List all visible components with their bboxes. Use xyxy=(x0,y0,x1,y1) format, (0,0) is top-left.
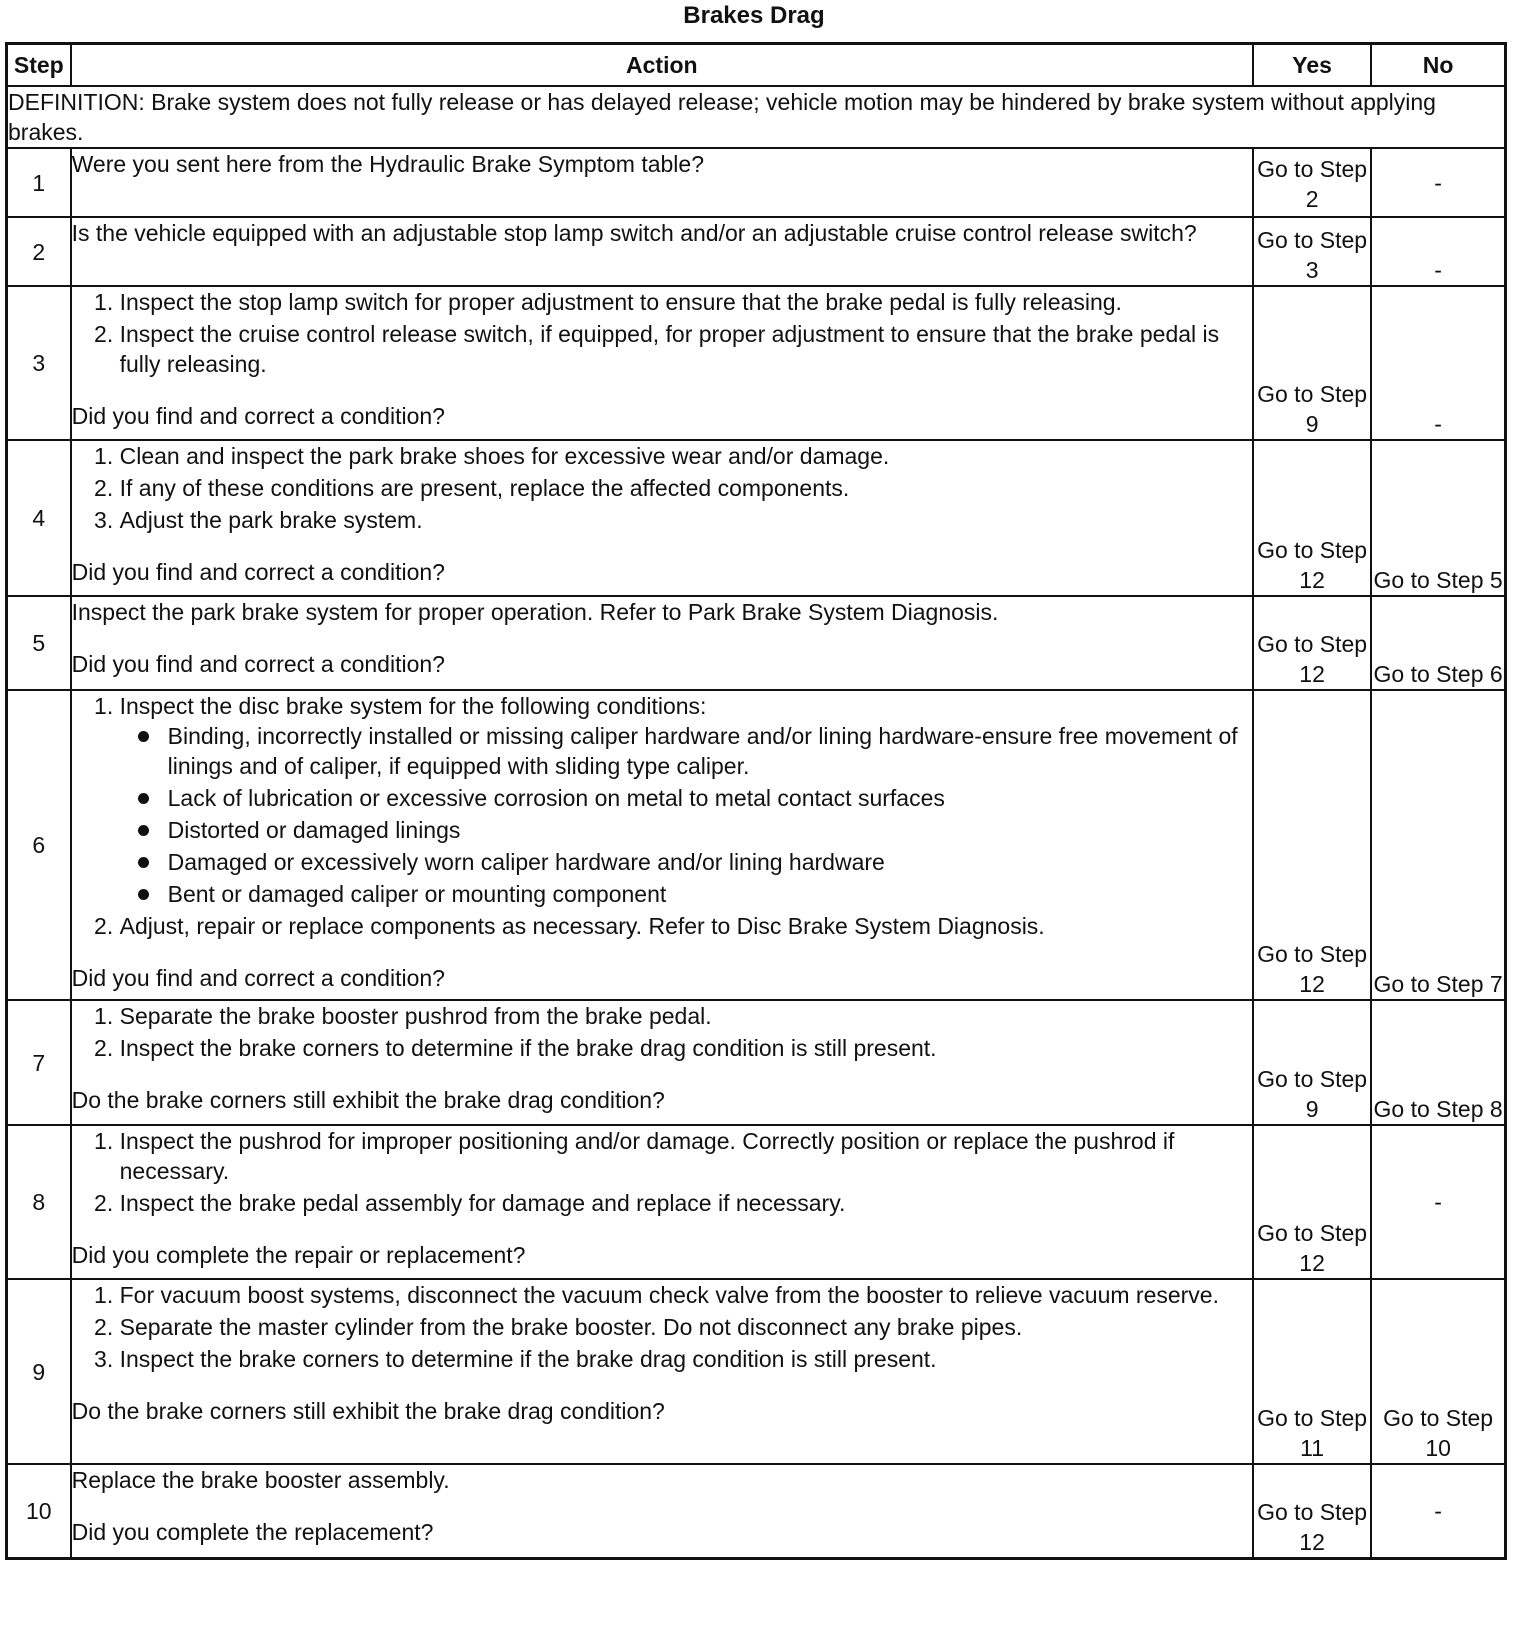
action-step: 2. Adjust, repair or replace components as necessary. Refer to Disc Brake System Diagnosis. xyxy=(120,911,1252,941)
step-number: 7 xyxy=(7,1000,71,1125)
action-step: 3. Inspect the brake corners to determine if the brake drag condition is still present. xyxy=(120,1344,1252,1374)
action-step-text: Inspect the disc brake system for the following conditions: xyxy=(119,693,707,719)
yes-cell: Go to Step 12 xyxy=(1253,440,1371,596)
step-number: 2 xyxy=(7,217,71,286)
diagnostic-table xyxy=(5,42,1507,1560)
condition-item: Damaged or excessively worn caliper hardware and/or lining hardware xyxy=(168,847,1252,877)
action-step: 1. For vacuum boost systems, disconnect the vacuum check valve from the booster to relieve vacuum reserve. xyxy=(120,1280,1252,1310)
action-cell xyxy=(71,1125,1253,1279)
table-row xyxy=(7,1125,1506,1279)
yes-cell: Go to Step 12 xyxy=(1253,1125,1371,1279)
action-text: Replace the brake booster assembly. xyxy=(71,1467,450,1493)
action-step: 3. Adjust the park brake system. xyxy=(120,505,1252,535)
no-cell: Go to Step 10 xyxy=(1371,1279,1505,1464)
action-question: Did you find and correct a condition? xyxy=(71,651,445,677)
condition-item: Bent or damaged caliper or mounting component xyxy=(168,879,1252,909)
yes-cell: Go to Step 12 xyxy=(1253,596,1371,690)
step-number: 8 xyxy=(7,1125,71,1279)
action-steps xyxy=(72,1280,1252,1374)
action-question: Do the brake corners still exhibit the brake drag condition? xyxy=(71,1398,665,1424)
action-cell xyxy=(71,217,1253,286)
action-step: 2. Inspect the brake corners to determine if the brake drag condition is still present. xyxy=(120,1033,1252,1063)
action-step: 2. Inspect the cruise control release switch, if equipped, for proper adjustment to ensure that the brake pedal is fully releasing. xyxy=(120,319,1252,379)
action-cell xyxy=(71,148,1253,217)
condition-item: Lack of lubrication or excessive corrosion on metal to metal contact surfaces xyxy=(168,783,1252,813)
table-row xyxy=(7,148,1506,217)
step-number: 4 xyxy=(7,440,71,596)
action-step: 2. Separate the master cylinder from the brake booster. Do not disconnect any brake pipes. xyxy=(120,1312,1252,1342)
table-row xyxy=(7,440,1506,596)
header-row xyxy=(7,44,1506,87)
no-cell: - xyxy=(1371,1464,1505,1558)
step-number: 9 xyxy=(7,1279,71,1464)
no-cell: - xyxy=(1371,1125,1505,1279)
yes-cell: Go to Step 2 xyxy=(1253,148,1371,217)
no-cell: - xyxy=(1371,217,1505,286)
action-cell xyxy=(71,1279,1253,1464)
definition-text: DEFINITION: Brake system does not fully release or has delayed release; vehicle motion may be hindered by brake system without applying brakes. xyxy=(7,86,1506,148)
yes-cell: Go to Step 3 xyxy=(1253,217,1371,286)
step-number: 1 xyxy=(7,148,71,217)
step-number: 6 xyxy=(7,690,71,1000)
condition-item: Binding, incorrectly installed or missing caliper hardware and/or lining hardware-ensure free movement of linings and of caliper, if equipped with sliding type caliper. xyxy=(168,721,1252,781)
header-step: Step xyxy=(7,44,71,87)
action-steps xyxy=(72,441,1252,535)
yes-cell: Go to Step 12 xyxy=(1253,690,1371,1000)
action-question: Did you find and correct a condition? xyxy=(71,559,445,585)
no-cell: Go to Step 5 xyxy=(1371,440,1505,596)
page-title: Brakes Drag xyxy=(683,2,825,29)
table-row xyxy=(7,690,1506,1000)
action-cell xyxy=(71,690,1253,1000)
action-cell xyxy=(71,596,1253,690)
step-number: 3 xyxy=(7,286,71,440)
yes-cell: Go to Step 11 xyxy=(1253,1279,1371,1464)
action-steps xyxy=(72,691,1252,941)
table-row xyxy=(7,286,1506,440)
action-step: 2. Inspect the brake pedal assembly for damage and replace if necessary. xyxy=(120,1188,1252,1218)
header-no: No xyxy=(1371,44,1505,87)
table-row xyxy=(7,217,1506,286)
no-cell: - xyxy=(1371,148,1505,217)
table-row xyxy=(7,1279,1506,1464)
action-cell xyxy=(71,1000,1253,1125)
action-question: Did you find and correct a condition? xyxy=(71,965,445,991)
action-text: Were you sent here from the Hydraulic Brake Symptom table? xyxy=(71,151,704,177)
definition-row xyxy=(7,86,1506,148)
header-yes: Yes xyxy=(1253,44,1371,87)
yes-cell: Go to Step 9 xyxy=(1253,1000,1371,1125)
action-question: Do the brake corners still exhibit the brake drag condition? xyxy=(71,1087,665,1113)
action-step: 2. If any of these conditions are present, replace the affected components. xyxy=(120,473,1252,503)
condition-list xyxy=(120,721,1252,909)
no-cell: Go to Step 7 xyxy=(1371,690,1505,1000)
action-steps xyxy=(72,1126,1252,1218)
action-step xyxy=(120,691,1252,909)
action-steps xyxy=(72,1001,1252,1063)
action-question: Did you complete the repair or replacement? xyxy=(71,1242,526,1268)
action-cell xyxy=(71,286,1253,440)
action-step: 1. Inspect the stop lamp switch for proper adjustment to ensure that the brake pedal is fully releasing. xyxy=(120,287,1252,317)
action-question: Did you find and correct a condition? xyxy=(71,403,445,429)
action-question: Did you complete the replacement? xyxy=(71,1519,434,1545)
action-step: 1. Clean and inspect the park brake shoes for excessive wear and/or damage. xyxy=(120,441,1252,471)
header-action: Action xyxy=(71,44,1253,87)
table-row xyxy=(7,1464,1506,1558)
action-step: 1. Separate the brake booster pushrod from the brake pedal. xyxy=(120,1001,1252,1031)
action-cell xyxy=(71,1464,1253,1558)
no-cell: Go to Step 6 xyxy=(1371,596,1505,690)
yes-cell: Go to Step 9 xyxy=(1253,286,1371,440)
no-cell: - xyxy=(1371,286,1505,440)
action-text: Is the vehicle equipped with an adjustable stop lamp switch and/or an adjustable cruise control release switch? xyxy=(71,220,1197,246)
step-number: 10 xyxy=(7,1464,71,1558)
no-cell: Go to Step 8 xyxy=(1371,1000,1505,1125)
action-text: Inspect the park brake system for proper operation. Refer to Park Brake System Diagnosis. xyxy=(71,599,999,625)
table-row xyxy=(7,596,1506,690)
action-cell xyxy=(71,440,1253,596)
step-number: 5 xyxy=(7,596,71,690)
action-step: 1. Inspect the pushrod for improper positioning and/or damage. Correctly position or replace the pushrod if necessary. xyxy=(120,1126,1252,1186)
action-steps xyxy=(72,287,1252,379)
yes-cell: Go to Step 12 xyxy=(1253,1464,1371,1558)
table-row xyxy=(7,1000,1506,1125)
condition-item: Distorted or damaged linings xyxy=(168,815,1252,845)
